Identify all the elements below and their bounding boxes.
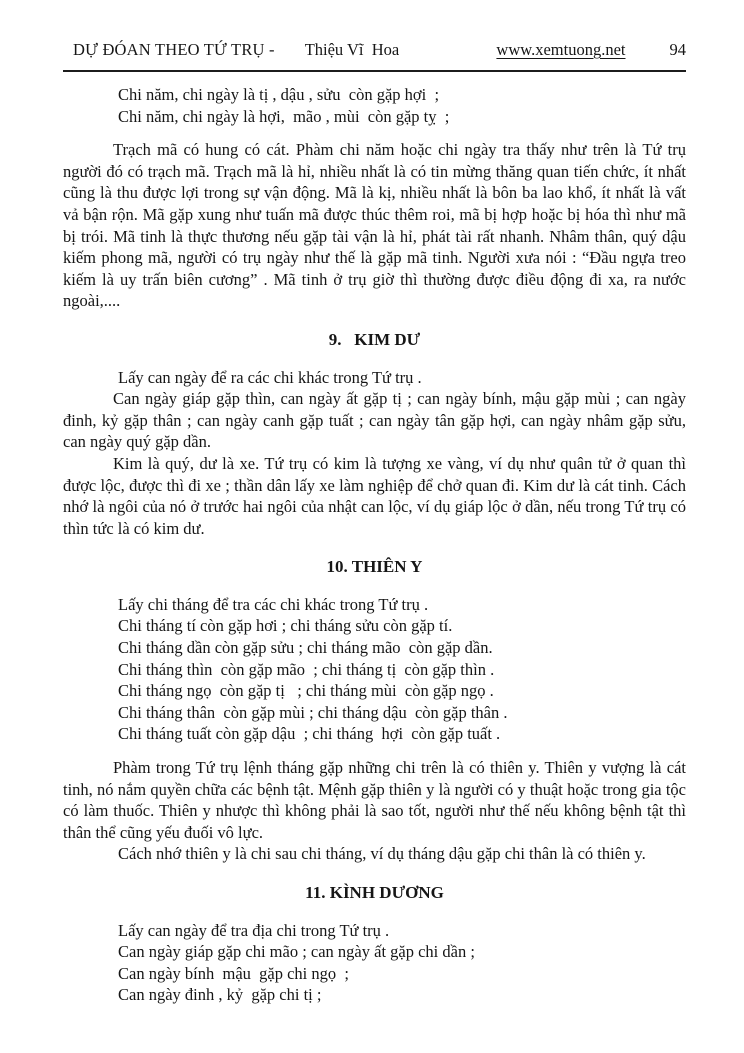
body-line: Chi tháng tuất còn gặp dậu ; chi tháng hợi còn gặp tuất . [118, 724, 501, 744]
book-title: DỰ ĐÓAN THEO TỨ TRỤ - [73, 40, 275, 59]
body-line: Lấy chi tháng để tra các chi khác trong Tứ trụ . [118, 594, 429, 614]
spacer [63, 127, 686, 139]
spacer [63, 745, 686, 757]
section-heading-11: 11. KÌNH DƯƠNG [305, 883, 444, 902]
section-heading-10: 10. THIÊN Y [326, 557, 423, 577]
body-line: Can ngày bính mậu gặp chi ngọ ; [118, 963, 349, 983]
body-line: Chi tháng thìn còn gặp mão ; chi tháng tị còn gặp thìn . [118, 659, 495, 679]
paragraph-kim-du-1: Can ngày giáp gặp thìn, can ngày ất gặp tị ; can ngày bính, mậu gặp mùi ; can ngày đinh, kỷ gặp thân ; can ngày canh gặp tuất ; can ngày tân gặp hợi, can ngày nhâm gặp sửu, can ngày quý gặp dần. [63, 389, 686, 452]
body-line: Chi tháng tí còn gặp hơi ; chi tháng sửu còn gặp tí. [118, 616, 453, 636]
paragraph-thien-y: Phàm trong Tứ trụ lệnh tháng gặp những chi trên là có thiên y. Thiên y vượng là cát tinh, nó nắm quyền chữa các bệnh tật. Mệnh gặp thiên y là người có y thuật hoặc trong gia tộc có làm thuốc. Thiên y nhược thì không phải là sao tốt, người như thế nếu không bệnh tật thì thân thể cũng yếu đuối vô lực. [63, 758, 686, 842]
body-line: Lấy can ngày để tra địa chi trong Tứ trụ . [118, 920, 390, 940]
body-line: Chi tháng ngọ còn gặp tị ; chi tháng mùi còn gặp ngọ . [118, 681, 494, 701]
page-header [63, 40, 686, 60]
header-divider [63, 70, 686, 72]
body-line: Can ngày đinh , kỷ gặp chi tị ; [118, 985, 322, 1005]
website-link[interactable]: www.xemtuong.net [496, 40, 626, 59]
body-line: Chi tháng dần còn gặp sửu ; chi tháng mão còn gặp dần. [118, 638, 493, 658]
body-line: Lấy can ngày để ra các chi khác trong Tứ trụ . [118, 367, 422, 387]
page-number: 94 [669, 40, 686, 59]
author-name: Thiệu Vĩ Hoa [304, 40, 400, 59]
body-line: Can ngày giáp gặp chi mão ; can ngày ất gặp chi dần ; [118, 942, 475, 962]
page-body [63, 84, 686, 1006]
body-line: Chi năm, chi ngày là hợi, mão , mùi còn gặp tỵ ; [118, 106, 450, 126]
paragraph-kim-du-2: Kim là quý, dư là xe. Tứ trụ có kim là tượng xe vàng, ví dụ như quân tử ở quan thì được lộc, được thì đi xe ; thần dân lấy xe làm nghiệp để chở quan đi. Kim dư là cát tinh. Cách nhớ là ngôi của nó ở trước hai ngôi của nhật can lộc, ví dụ giáp lộc ở dần, nếu trong Tứ trụ có thìn tức là có kim dư. [63, 453, 686, 538]
body-line: Cách nhớ thiên y là chi sau chi tháng, ví dụ tháng dậu gặp chi thân là có thiên y. [118, 844, 646, 864]
body-line: Chi tháng thân còn gặp mùi ; chi tháng dậu còn gặp thân . [118, 702, 508, 722]
section-heading-9: 9. KIM DƯ [328, 329, 421, 349]
paragraph-trach-ma: Trạch mã có hung có cát. Phàm chi năm hoặc chi ngày tra thấy như trên là Tứ trụ người đó có trạch mã. Trạch mã là hỉ, nhiều nhất là có tin mừng thăng quan tiến chức, ít nhất cũng là thu được lợi trong sự vận động. Mã là kị, nhiều nhất là bôn ba lao khổ, ít nhất là vất vả bận rộn. Mã gặp xung như tuấn mã được thúc thêm roi, mã bị hợp hoặc bị hóa thì như mã bị trói. Mã tinh là thực thương nếu gặp tài vận là hỉ, phát tài rất nhanh. Nhâm thân, quý dậu kiếm phong mã, người có trụ ngày như thế là gặp mã tinh. Người xưa nói : “Đầu ngựa treo kiếm là uy trấn biên cương” . Mã tinh ở trụ giờ thì thường được điều động đi xa, ra nước ngoài,.... [63, 140, 686, 311]
body-line: Chi năm, chi ngày là tị , dậu , sửu còn gặp hợi ; [118, 85, 440, 104]
